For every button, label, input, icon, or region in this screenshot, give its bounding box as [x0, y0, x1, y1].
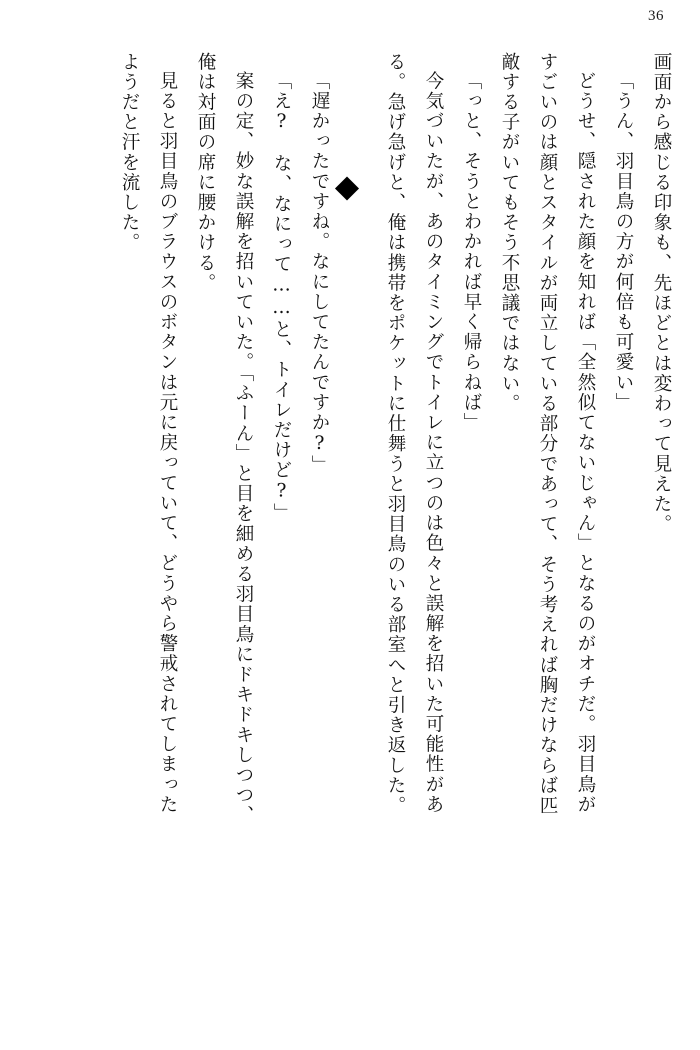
scene-break [328, 52, 366, 1004]
text-column: すごいのは顔とスタイルが両立している部分であって、そう考えれば胸だけならば匹 [537, 52, 558, 816]
text-column: 「遅かったですね。なにしてたんですか?」 [309, 71, 330, 476]
text-column: 「っと、そうとわかれば早く帰らねば」 [461, 71, 482, 433]
text-column: 「うん、羽目鳥の方が何倍も可愛い」 [613, 71, 634, 413]
text-column: 今気づいたが、あのタイミングでトイレに立つのは色々と誤解を招いた可能性があ [423, 71, 444, 815]
text-column: ようだと汗を流した。 [119, 52, 140, 253]
text-column: 画面から感じる印象も、先ほどとは変わって見えた。 [651, 52, 672, 535]
vertical-text-body [30, 52, 670, 1020]
text-column: 俺は対面の席に腰かける。 [195, 52, 216, 294]
text-column: る。急げ急げと、俺は携帯をポケットに仕舞うと羽目鳥のいる部室へと引き返した。 [385, 52, 406, 816]
text-column: どうせ、隠された顔を知れば「全然似てないじゃん」となるのがオチだ。羽目鳥が [575, 71, 596, 815]
text-column: 敵する子がいてもそう不思議ではない。 [499, 52, 520, 414]
diamond-icon [335, 176, 359, 200]
text-column: 「え? な、なにって……と、トイレだけど?」 [271, 71, 292, 524]
text-column: 案の定、妙な誤解を招いていた。「ふーん」と目を細める羽目鳥にドキドキしつつ、 [233, 71, 254, 826]
page-number: 36 [648, 8, 664, 24]
text-column: 見ると羽目鳥のブラウスのボタンは元に戻っていて、どうやら警戒されてしまった [157, 71, 178, 815]
